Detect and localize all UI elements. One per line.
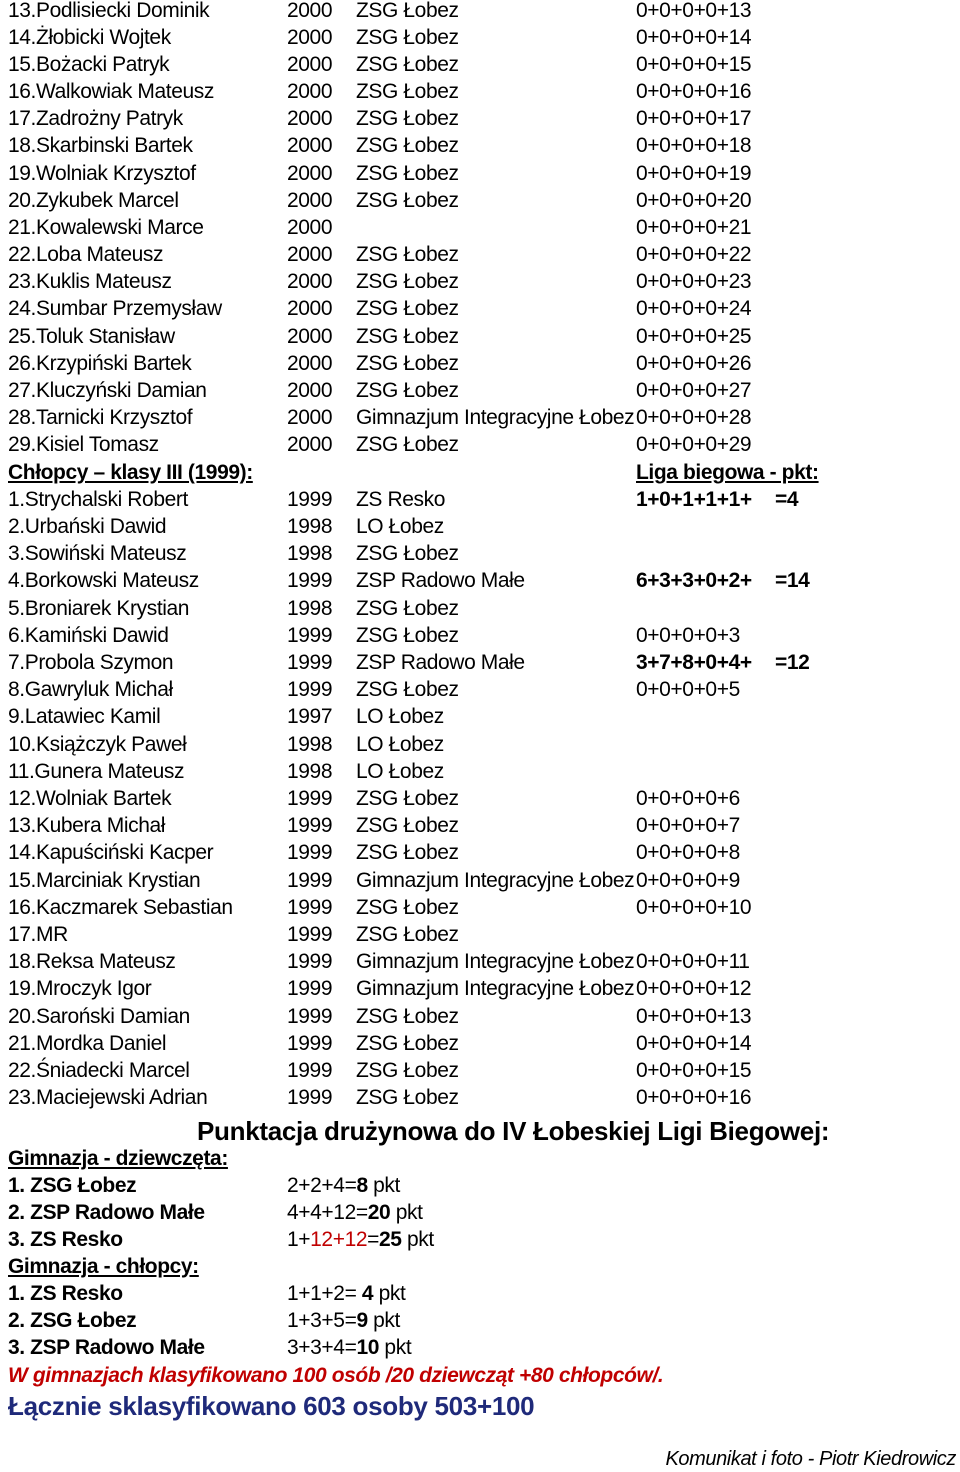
result-row bbox=[0, 268, 960, 295]
athlete-name: 19.Wolniak Krzysztof bbox=[8, 162, 196, 185]
team-name: 3. ZS Resko bbox=[8, 1228, 123, 1251]
league-points: 0+0+0+0+13 bbox=[636, 0, 752, 22]
birth-year: 2000 bbox=[287, 53, 333, 76]
result-row bbox=[0, 540, 960, 567]
club-name: ZSG Łobez bbox=[356, 433, 459, 456]
result-row bbox=[0, 24, 960, 51]
league-points: 0+0+0+0+7 bbox=[636, 814, 740, 837]
birth-year: 1999 bbox=[287, 569, 333, 592]
club-name: ZSG Łobez bbox=[356, 80, 459, 103]
club-name: ZSG Łobez bbox=[356, 597, 459, 620]
club-name: ZSG Łobez bbox=[356, 1086, 459, 1109]
league-points: 0+0+0+0+8 bbox=[636, 841, 740, 864]
league-points: 0+0+0+0+5 bbox=[636, 678, 740, 701]
club-name: ZSG Łobez bbox=[356, 624, 459, 647]
league-points: 3+7+8+0+4+ bbox=[636, 651, 752, 674]
league-points: 0+0+0+0+18 bbox=[636, 134, 752, 157]
result-row bbox=[0, 839, 960, 866]
birth-year: 1998 bbox=[287, 760, 333, 783]
league-points: 0+0+0+0+3 bbox=[636, 624, 740, 647]
team-name: 3. ZSP Radowo Małe bbox=[8, 1336, 205, 1359]
points-calc: 1+1+2= bbox=[287, 1282, 357, 1305]
athlete-name: 14.Żłobicki Wojtek bbox=[8, 26, 171, 49]
league-points: 0+0+0+0+19 bbox=[636, 162, 752, 185]
result-row bbox=[0, 921, 960, 948]
athlete-name: 20.Zykubek Marcel bbox=[8, 189, 179, 212]
club-name: ZSP Radowo Małe bbox=[356, 651, 525, 674]
league-points: 0+0+0+0+15 bbox=[636, 53, 752, 76]
birth-year: 2000 bbox=[287, 189, 333, 212]
athlete-name: 15.Bożacki Patryk bbox=[8, 53, 170, 76]
points-calc: = bbox=[367, 1228, 380, 1251]
club-name: Gimnazjum Integracyjne Łobez bbox=[356, 869, 635, 892]
team-row bbox=[0, 1334, 960, 1361]
birth-year: 2000 bbox=[287, 379, 333, 402]
result-row bbox=[0, 431, 960, 458]
team-points bbox=[287, 1334, 411, 1361]
athlete-name: 25.Toluk Stanisław bbox=[8, 325, 175, 348]
team-row bbox=[0, 1226, 960, 1253]
league-points: 0+0+0+0+28 bbox=[636, 406, 752, 429]
league-total: =4 bbox=[775, 488, 799, 511]
league-points: 0+0+0+0+16 bbox=[636, 80, 752, 103]
club-name: Gimnazjum Integracyjne Łobez bbox=[356, 406, 635, 429]
club-name: LO Łobez bbox=[356, 760, 444, 783]
points-calc: 2+2+4= bbox=[287, 1174, 357, 1197]
club-name: ZSG Łobez bbox=[356, 134, 459, 157]
result-row bbox=[0, 1030, 960, 1057]
birth-year: 2000 bbox=[287, 80, 333, 103]
author-credit: Komunikat i foto - Piotr Kiedrowicz bbox=[665, 1448, 956, 1470]
birth-year: 1999 bbox=[287, 950, 333, 973]
birth-year: 1999 bbox=[287, 923, 333, 946]
league-points: 0+0+0+0+9 bbox=[636, 869, 740, 892]
boys-section-header: Gimnazja - chłopcy: bbox=[8, 1255, 199, 1278]
birth-year: 1999 bbox=[287, 1059, 333, 1082]
club-name: ZSG Łobez bbox=[356, 923, 459, 946]
points-sum: 10 bbox=[356, 1336, 379, 1359]
birth-year: 1998 bbox=[287, 597, 333, 620]
result-row bbox=[0, 513, 960, 540]
points-calc-highlight: 12+12 bbox=[310, 1228, 368, 1251]
points-calc: 1+3+5= bbox=[287, 1309, 357, 1332]
club-name: LO Łobez bbox=[356, 515, 444, 538]
birth-year: 2000 bbox=[287, 26, 333, 49]
league-points: 0+0+0+0+21 bbox=[636, 216, 752, 239]
result-row bbox=[0, 295, 960, 322]
athlete-name: 3.Sowiński Mateusz bbox=[8, 542, 187, 565]
club-name: ZSG Łobez bbox=[356, 0, 459, 22]
result-row bbox=[0, 812, 960, 839]
team-points bbox=[287, 1280, 405, 1307]
points-sum: 20 bbox=[367, 1201, 391, 1224]
result-row bbox=[0, 404, 960, 431]
club-name: ZSG Łobez bbox=[356, 1032, 459, 1055]
points-calc: 3+3+4= bbox=[287, 1336, 357, 1359]
points-calc: 1+ bbox=[287, 1228, 311, 1251]
athlete-name: 11.Gunera Mateusz bbox=[8, 760, 185, 783]
birth-year: 2000 bbox=[287, 270, 333, 293]
result-row bbox=[0, 160, 960, 187]
section-header-boys-iii bbox=[0, 459, 960, 486]
points-unit: pkt bbox=[379, 1336, 412, 1359]
athlete-name: 6.Kamiński Dawid bbox=[8, 624, 169, 647]
birth-year: 1997 bbox=[287, 705, 333, 728]
team-name: 2. ZSG Łobez bbox=[8, 1309, 137, 1332]
athlete-name: 13.Podlisiecki Dominik bbox=[8, 0, 210, 22]
result-row bbox=[0, 241, 960, 268]
result-row bbox=[0, 867, 960, 894]
club-name: ZSG Łobez bbox=[356, 297, 459, 320]
points-unit: pkt bbox=[390, 1201, 423, 1224]
birth-year: 2000 bbox=[287, 0, 333, 22]
club-name: ZSP Radowo Małe bbox=[356, 569, 525, 592]
athlete-name: 5.Broniarek Krystian bbox=[8, 597, 190, 620]
result-row bbox=[0, 105, 960, 132]
result-row bbox=[0, 1057, 960, 1084]
athlete-name: 22.Loba Mateusz bbox=[8, 243, 164, 266]
birth-year: 2000 bbox=[287, 433, 333, 456]
result-row bbox=[0, 948, 960, 975]
result-row bbox=[0, 676, 960, 703]
league-points: 0+0+0+0+29 bbox=[636, 433, 752, 456]
athlete-name: 23.Maciejewski Adrian bbox=[8, 1086, 208, 1109]
result-row bbox=[0, 894, 960, 921]
league-points: 0+0+0+0+10 bbox=[636, 896, 752, 919]
result-row bbox=[0, 1084, 960, 1111]
league-points: 0+0+0+0+16 bbox=[636, 1086, 752, 1109]
result-row bbox=[0, 78, 960, 105]
league-points: 0+0+0+0+25 bbox=[636, 325, 752, 348]
result-row bbox=[0, 785, 960, 812]
birth-year: 1999 bbox=[287, 651, 333, 674]
birth-year: 1999 bbox=[287, 841, 333, 864]
birth-year: 1999 bbox=[287, 1032, 333, 1055]
league-total: =14 bbox=[775, 569, 810, 592]
club-name: ZSG Łobez bbox=[356, 787, 459, 810]
club-name: ZSG Łobez bbox=[356, 243, 459, 266]
league-points: 0+0+0+0+20 bbox=[636, 189, 752, 212]
birth-year: 1999 bbox=[287, 1086, 333, 1109]
points-sum: 9 bbox=[356, 1309, 368, 1332]
team-classification-title: Punktacja drużynowa do IV Łobeskiej Ligi Biegowej: bbox=[197, 1116, 830, 1146]
result-row bbox=[0, 975, 960, 1002]
athlete-name: 21.Kowalewski Marce bbox=[8, 216, 204, 239]
club-name: ZS Resko bbox=[356, 488, 445, 511]
club-name: ZSG Łobez bbox=[356, 542, 459, 565]
girls-section-header: Gimnazja - dziewczęta: bbox=[8, 1147, 228, 1170]
league-points: 0+0+0+0+14 bbox=[636, 1032, 752, 1055]
result-row bbox=[0, 649, 960, 676]
birth-year: 1999 bbox=[287, 678, 333, 701]
result-row bbox=[0, 132, 960, 159]
league-points: 0+0+0+0+13 bbox=[636, 1005, 752, 1028]
result-row bbox=[0, 187, 960, 214]
league-points: 0+0+0+0+14 bbox=[636, 26, 752, 49]
team-points bbox=[287, 1199, 423, 1226]
league-points: 1+0+1+1+1+ bbox=[636, 488, 752, 511]
league-points: 0+0+0+0+12 bbox=[636, 977, 752, 1000]
league-points: 0+0+0+0+11 bbox=[636, 950, 750, 973]
section-title: Chłopcy – klasy III (1999): bbox=[8, 461, 253, 484]
league-points-header: Liga biegowa - pkt: bbox=[636, 461, 819, 484]
athlete-name: 8.Gawryluk Michał bbox=[8, 678, 173, 701]
birth-year: 1999 bbox=[287, 488, 333, 511]
result-row bbox=[0, 214, 960, 241]
birth-year: 1998 bbox=[287, 733, 333, 756]
club-name: ZSG Łobez bbox=[356, 107, 459, 130]
team-name: 1. ZSG Łobez bbox=[8, 1174, 137, 1197]
club-name: ZSG Łobez bbox=[356, 325, 459, 348]
birth-year: 1999 bbox=[287, 977, 333, 1000]
team-points bbox=[287, 1307, 400, 1334]
league-total: =12 bbox=[775, 651, 810, 674]
birth-year: 2000 bbox=[287, 134, 333, 157]
birth-year: 2000 bbox=[287, 162, 333, 185]
team-row bbox=[0, 1307, 960, 1334]
club-name: ZSG Łobez bbox=[356, 53, 459, 76]
athlete-name: 12.Wolniak Bartek bbox=[8, 787, 172, 810]
athlete-name: 26.Krzypiński Bartek bbox=[8, 352, 192, 375]
club-name: ZSG Łobez bbox=[356, 189, 459, 212]
athlete-name: 29.Kisiel Tomasz bbox=[8, 433, 159, 456]
athlete-name: 20.Saroński Damian bbox=[8, 1005, 190, 1028]
birth-year: 1999 bbox=[287, 869, 333, 892]
athlete-name: 2.Urbański Dawid bbox=[8, 515, 167, 538]
club-name: ZSG Łobez bbox=[356, 26, 459, 49]
league-points: 0+0+0+0+24 bbox=[636, 297, 752, 320]
birth-year: 2000 bbox=[287, 406, 333, 429]
athlete-name: 9.Latawiec Kamil bbox=[8, 705, 161, 728]
club-name: ZSG Łobez bbox=[356, 352, 459, 375]
classification-total: Łącznie sklasyfikowano 603 osoby 503+100 bbox=[8, 1391, 535, 1421]
birth-year: 1999 bbox=[287, 787, 333, 810]
club-name: ZSG Łobez bbox=[356, 162, 459, 185]
club-name: ZSG Łobez bbox=[356, 379, 459, 402]
athlete-name: 21.Mordka Daniel bbox=[8, 1032, 167, 1055]
result-row bbox=[0, 486, 960, 513]
league-points: 0+0+0+0+22 bbox=[636, 243, 752, 266]
athlete-name: 10.Książczyk Paweł bbox=[8, 733, 187, 756]
club-name: ZSG Łobez bbox=[356, 896, 459, 919]
club-name: ZSG Łobez bbox=[356, 841, 459, 864]
athlete-name: 17.Zadrożny Patryk bbox=[8, 107, 183, 130]
team-row bbox=[0, 1280, 960, 1307]
club-name: ZSG Łobez bbox=[356, 1005, 459, 1028]
team-points bbox=[287, 1226, 434, 1253]
birth-year: 1999 bbox=[287, 814, 333, 837]
league-points: 0+0+0+0+23 bbox=[636, 270, 752, 293]
league-points: 0+0+0+0+6 bbox=[636, 787, 740, 810]
team-row bbox=[0, 1199, 960, 1226]
result-row bbox=[0, 703, 960, 730]
result-row bbox=[0, 51, 960, 78]
athlete-name: 14.Kapuściński Kacper bbox=[8, 841, 214, 864]
athlete-name: 18.Skarbinski Bartek bbox=[8, 134, 193, 157]
club-name: ZSG Łobez bbox=[356, 1059, 459, 1082]
athlete-name: 18.Reksa Mateusz bbox=[8, 950, 176, 973]
birth-year: 2000 bbox=[287, 352, 333, 375]
birth-year: 1998 bbox=[287, 542, 333, 565]
team-name: 1. ZS Resko bbox=[8, 1282, 123, 1305]
result-row bbox=[0, 323, 960, 350]
result-row bbox=[0, 377, 960, 404]
result-row bbox=[0, 758, 960, 785]
league-points: 0+0+0+0+26 bbox=[636, 352, 752, 375]
club-name: LO Łobez bbox=[356, 733, 444, 756]
athlete-name: 24.Sumbar Przemysław bbox=[8, 297, 222, 320]
league-points: 0+0+0+0+17 bbox=[636, 107, 752, 130]
athlete-name: 28.Tarnicki Krzysztof bbox=[8, 406, 193, 429]
team-row bbox=[0, 1172, 960, 1199]
athlete-name: 16.Kaczmarek Sebastian bbox=[8, 896, 233, 919]
result-row bbox=[0, 595, 960, 622]
result-row bbox=[0, 622, 960, 649]
points-calc: 4+4+12= bbox=[287, 1201, 368, 1224]
league-points: 0+0+0+0+27 bbox=[636, 379, 752, 402]
athlete-name: 17.MR bbox=[8, 923, 68, 946]
club-name: LO Łobez bbox=[356, 705, 444, 728]
athlete-name: 19.Mroczyk Igor bbox=[8, 977, 152, 1000]
points-sum: 25 bbox=[379, 1228, 402, 1251]
club-name: Gimnazjum Integracyjne Łobez bbox=[356, 950, 635, 973]
result-row bbox=[0, 731, 960, 758]
club-name: ZSG Łobez bbox=[356, 678, 459, 701]
athlete-name: 13.Kubera Michał bbox=[8, 814, 166, 837]
birth-year: 1999 bbox=[287, 896, 333, 919]
points-unit: pkt bbox=[373, 1282, 406, 1305]
birth-year: 2000 bbox=[287, 297, 333, 320]
birth-year: 2000 bbox=[287, 216, 333, 239]
points-unit: pkt bbox=[367, 1174, 400, 1197]
result-row bbox=[0, 0, 960, 24]
birth-year: 1999 bbox=[287, 1005, 333, 1028]
athlete-name: 22.Śniadecki Marcel bbox=[8, 1059, 190, 1082]
athlete-name: 23.Kuklis Mateusz bbox=[8, 270, 172, 293]
points-sum: 4 bbox=[356, 1282, 374, 1305]
athlete-name: 16.Walkowiak Mateusz bbox=[8, 80, 214, 103]
result-row bbox=[0, 1003, 960, 1030]
classification-note: W gimnazjach klasyfikowano 100 osób /20 dziewcząt +80 chłopców/. bbox=[8, 1364, 664, 1387]
club-name: ZSG Łobez bbox=[356, 814, 459, 837]
athlete-name: 27.Kluczyński Damian bbox=[8, 379, 207, 402]
birth-year: 2000 bbox=[287, 107, 333, 130]
result-row bbox=[0, 350, 960, 377]
points-unit: pkt bbox=[367, 1309, 400, 1332]
birth-year: 2000 bbox=[287, 325, 333, 348]
athlete-name: 1.Strychalski Robert bbox=[8, 488, 188, 511]
club-name: Gimnazjum Integracyjne Łobez bbox=[356, 977, 635, 1000]
birth-year: 1999 bbox=[287, 624, 333, 647]
team-points bbox=[287, 1172, 400, 1199]
league-points: 0+0+0+0+15 bbox=[636, 1059, 752, 1082]
league-points: 6+3+3+0+2+ bbox=[636, 569, 752, 592]
athlete-name: 4.Borkowski Mateusz bbox=[8, 569, 199, 592]
athlete-name: 15.Marciniak Krystian bbox=[8, 869, 201, 892]
points-unit: pkt bbox=[401, 1228, 434, 1251]
birth-year: 2000 bbox=[287, 243, 333, 266]
birth-year: 1998 bbox=[287, 515, 333, 538]
team-name: 2. ZSP Radowo Małe bbox=[8, 1201, 205, 1224]
athlete-name: 7.Probola Szymon bbox=[8, 651, 174, 674]
points-sum: 8 bbox=[356, 1174, 368, 1197]
club-name: ZSG Łobez bbox=[356, 270, 459, 293]
result-row bbox=[0, 567, 960, 594]
